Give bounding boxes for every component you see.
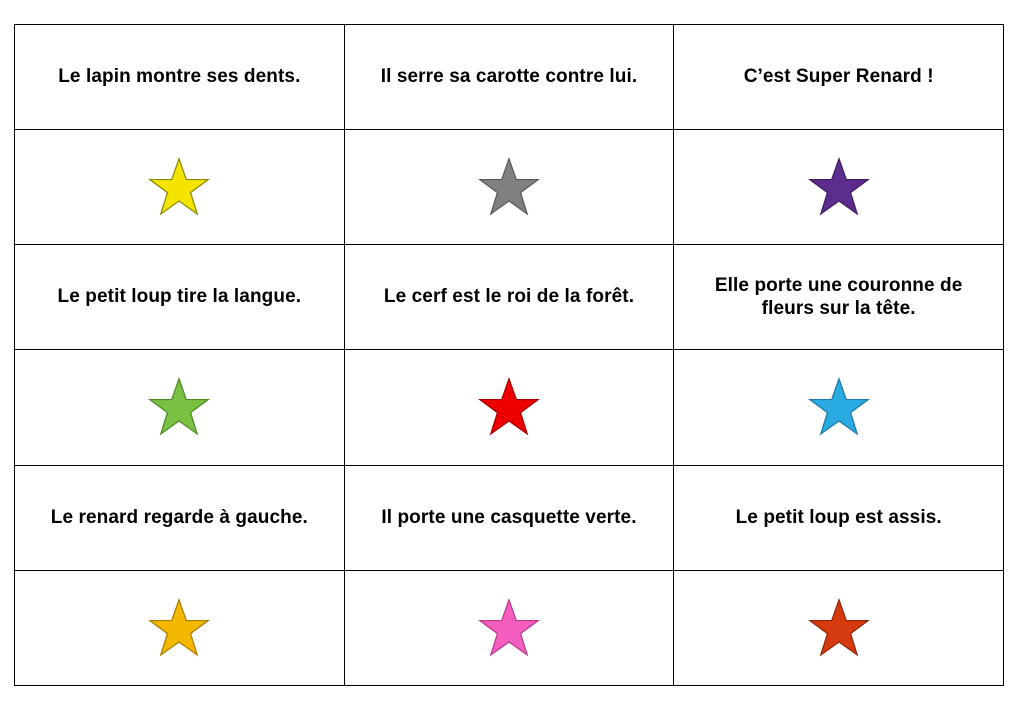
card-text-3: C’est Super Renard !	[743, 66, 934, 88]
card-text-cell-1	[15, 25, 345, 130]
card-star-cell-8	[344, 570, 674, 685]
star-wrap-1	[15, 130, 344, 244]
card-star-cell-3	[674, 129, 1004, 244]
dark-orange-star-icon	[808, 598, 870, 658]
card-star-cell-2	[344, 129, 674, 244]
card-text-9: Le petit loup est assis.	[735, 506, 942, 528]
table-row	[15, 25, 1004, 130]
card-text-cell-3	[674, 25, 1004, 130]
card-text-cell-2	[344, 25, 674, 130]
card-text-cell-6	[674, 245, 1004, 350]
star-wrap-2	[345, 130, 674, 244]
card-star-cell-7	[15, 570, 345, 685]
orange-star-icon	[148, 598, 210, 658]
card-text-cell-4	[15, 245, 345, 350]
card-text-4: Le petit loup tire la langue.	[57, 286, 302, 308]
blue-star-icon	[808, 377, 870, 437]
card-star-cell-6	[674, 350, 1004, 465]
purple-star-icon	[808, 157, 870, 217]
red-star-icon	[478, 377, 540, 437]
star-wrap-9	[674, 571, 1003, 685]
pink-star-icon	[478, 598, 540, 658]
card-text-2: Il serre sa carotte contre lui.	[380, 66, 638, 88]
table-row	[15, 350, 1004, 465]
star-wrap-3	[674, 130, 1003, 244]
card-text-8: Il porte une casquette verte.	[381, 506, 637, 528]
table-row	[15, 129, 1004, 244]
star-wrap-8	[345, 571, 674, 685]
card-text-5: Le cerf est le roi de la forêt.	[383, 286, 635, 308]
card-text-cell-5	[344, 245, 674, 350]
table-row	[15, 465, 1004, 570]
card-text-cell-8	[344, 465, 674, 570]
card-text-cell-7	[15, 465, 345, 570]
card-star-cell-4	[15, 350, 345, 465]
table-row	[15, 245, 1004, 350]
card-text-cell-9	[674, 465, 1004, 570]
star-wrap-5	[345, 350, 674, 464]
card-star-cell-5	[344, 350, 674, 465]
table-row	[15, 570, 1004, 685]
star-wrap-4	[15, 350, 344, 464]
star-wrap-7	[15, 571, 344, 685]
yellow-star-icon	[148, 157, 210, 217]
flashcard-grid	[14, 24, 1004, 686]
card-text-7: Le renard regarde à gauche.	[50, 506, 308, 528]
card-star-cell-1	[15, 129, 345, 244]
green-star-icon	[148, 377, 210, 437]
card-text-1: Le lapin montre ses dents.	[58, 66, 301, 88]
card-text-6: Elle porte une couronne de fleurs sur la tête.	[714, 274, 963, 320]
card-star-cell-9	[674, 570, 1004, 685]
gray-star-icon	[478, 157, 540, 217]
star-wrap-6	[674, 350, 1003, 464]
